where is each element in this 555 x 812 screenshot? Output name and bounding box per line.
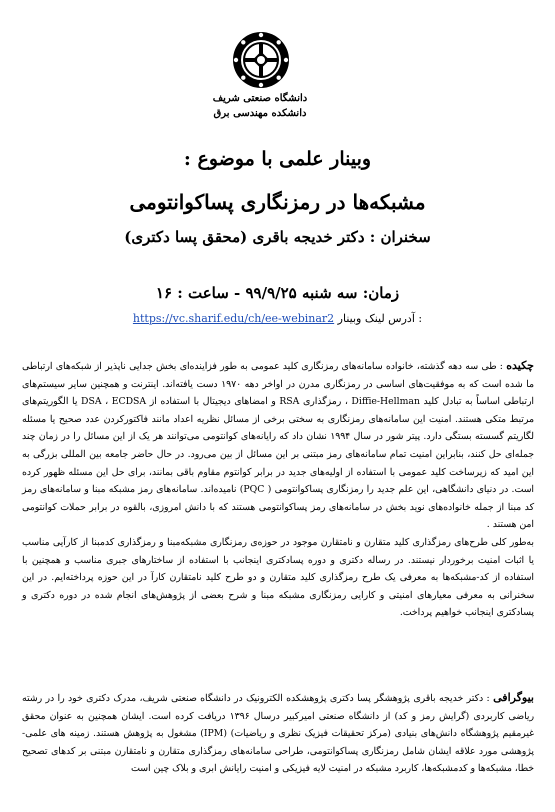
abstract-paragraph-2: به‌طور کلی طرح‌های رمزگذاری کلید متقارن و نامتقارن موجود در حوزه‌ی رمزنگاری مشبکه‌مبنا و رمزگذاری کدمبنا از کارآیی مناسب یا اثبات امنیت برخوردار نیستند. در رساله دکتری و دوره پسادکتری اینجانب با استفاده از ساختارهای جبری مناسب و همچنین با استفاده از کد-مشبکه‌ها به معرفی یک طرح رمزگذاری کلید متقارن و دو طرح کلید نامتقارن کارآ در این حوزه پرداخته‌ایم. در این سخنرانی به معرفی معیارهای امنیتی و کارایی رمزنگاری مشبکه مبنا و شرح بعضی از پژوهش‌های انجام شده در دوره دکتری و پسادکتری اینجانب خواهیم پرداخت.	[22, 536, 534, 619]
speaker-line: سخنران : دکتر خدیجه باقری (محقق پسا دکتری)	[124, 228, 431, 246]
bio-text: : دکتر خدیجه باقری پژوهشگر پسا دکتری پژوهشکده الکترونیک در دانشگاه صنعتی شریف، مدرک دکتری خود را در رشته ریاضی کاربردی (گرایش رمز و کد) از دانشگاه صنعتی امیرکبیر درسال ۱۳۹۶ دریافت کرده است. ایشان همچنین به عنوان محقق غیرمقیم پژوهشگاه دانش‌های بنیادی (مرکز تحقیقات فیزیک نظری و ریاضیات) (IPM) مشغول به پژوهش هستند. زمینه های علمی-پژوهشی مورد علاقه ایشان شامل رمزنگاری پساکوانتومی، طراحی سامانه‌های رمزگذاری متقارن و نامتقارن مبتنی بر کدهای تصحیح خطا، مشبکه‌ها و کدمشبکه‌ها، کاربرد مشبکه در امنیت لایه فیزیکی و امنیت رایانش ابری و بلاک چین است	[22, 693, 534, 775]
abstract-section	[22, 357, 534, 622]
webinar-link[interactable]: https://vc.sharif.edu/ch/ee-webinar2	[132, 312, 335, 325]
sharif-university-logo	[231, 30, 291, 90]
bio-label: بیوگرافی	[493, 691, 534, 704]
abstract-label: چکیده	[506, 359, 534, 372]
abstract-paragraph-1: : طی سه دهه گذشته، خانواده سامانه‌های رمزنگاری کلید عمومی به طور فزاینده‌ای بخش جدایی ناپذیر از شبکه‌های ارتباطی ما شده است که به موفقیت‌های اساسی در رمزنگاری مدرن در اواخر دهه ۱۹۷۰ دست یافته‌اند. اینترنت و همچنین سایر سیستم‌های ارتباطی اساساً به تبادل کلید Diffie-Hellman ، رمزگذاری RSA و امضاهای دیجیتال با استفاده از DSA ، ECDSA یا الگوریتم‌های مرتبط متکی هستند. امنیت این سامانه‌های رمزنگاری به سختی برخی از مسائل نظریه اعداد مانند فاکتورکردن عدد صحیح یا مسئله لگاریتم گسسته بستگی دارد. پیتر شور در سال ۱۹۹۴ نشان داد که رایانه‌های کوانتومی می‌توانند هر یک از این مسائل را در زمان چند جمله‌ای حل کنند، بنابراین امنیت تمام سامانه‌های رمز مبتنی بر این مسائل از بین می‌رود. در حال حاضر جامعه بین المللی بزرگی به این امید که زیرساخت کلید عمومی با استفاده از اولیه‌های جدید در برابر کوانتوم مقاوم باقی بمانند، برای حل این مسئله ظهور کرده است. در دنیای دانشگاهی، این علم جدید را رمزنگاری پساکوانتومی ( PQC) نامیده‌اند. سامانه‌های رمز مشبکه مبنا و سامانه‌های رمز کد مبنا از جمله خانواده‌های نوید بخش در سامانه‌های رمز پساکوانتومی هستند که با دانش امروزی، بالقوه در برابر حملات کوانتومی امن هستند .	[22, 361, 535, 531]
title-topic: مشبکه‌ها در رمزنگاری پساکوانتومی	[129, 190, 426, 214]
webinar-link-label: آدرس لینک وبینار :	[337, 312, 423, 325]
university-name: دانشگاه صنعتی شریف	[212, 93, 308, 104]
faculty-name: دانشکده مهندسی برق	[213, 108, 307, 119]
webinar-link-row	[0, 312, 555, 325]
title-line-1: وبینار علمی با موضوع :	[183, 148, 372, 170]
biography-section	[22, 689, 534, 778]
time-line: زمان: سه شنبه ۹۹/۹/۲۵ - ساعت : ۱۶	[155, 284, 400, 302]
